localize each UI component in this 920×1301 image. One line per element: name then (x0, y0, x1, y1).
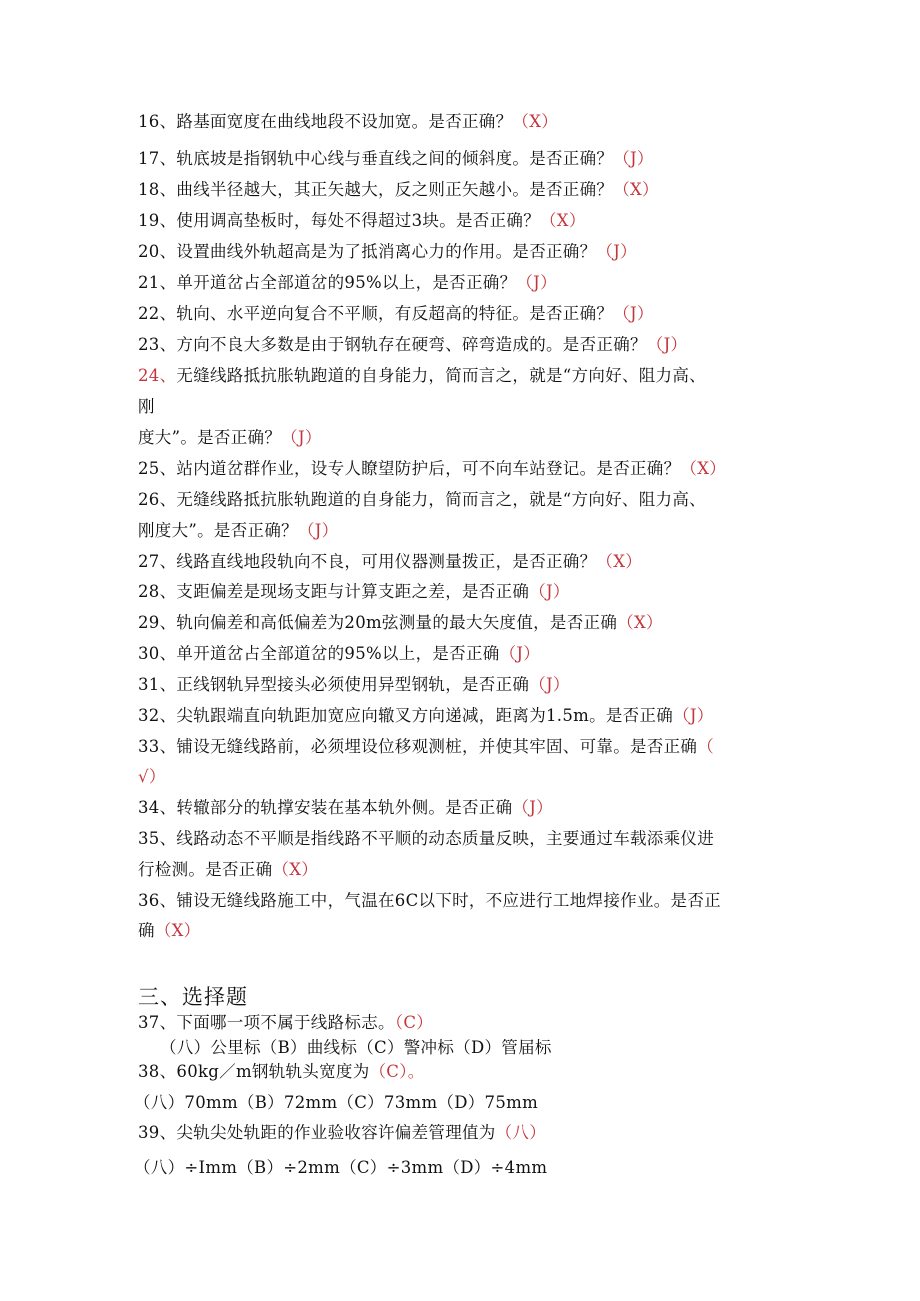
question-33-line2 (138, 766, 788, 788)
section-title-choice: 三、选择题 (138, 985, 248, 1009)
answer-31: （J） (529, 675, 570, 694)
question-39: 39、尖轨尖处轨距的作业验收容许偏差管理值为（八） (138, 1123, 547, 1142)
answer-21: （J） (516, 273, 557, 292)
options-38: （八）70mm（B）72mm（C）73mm（D）75mm (134, 1093, 539, 1112)
answer-26: （J） (297, 521, 339, 540)
question-24-line3: 度大”。是否正确？（J） (138, 428, 322, 447)
question-24: 24、无缝线路抵抗胀轨跑道的自身能力，简而言之，就是“方向好、阻力高、 (138, 366, 706, 385)
question-38: 38、60kg／m钢轨轨头宽度为（C）。 (138, 1062, 425, 1081)
answer-34: （J） (512, 798, 553, 817)
question-26: 26、无缝线路抵抗胀轨跑道的自身能力，简而言之，就是“方向好、阻力高、 (138, 490, 706, 509)
question-25: 25、站内道岔群作业，设专人瞭望防护后，可不向车站登记。是否正确？（X） (138, 459, 727, 478)
answer-19: （X） (540, 211, 586, 230)
answer-22: （J） (613, 304, 654, 323)
question-31: 31、正线钢轨异型接头必须使用异型钢轨，是否正确（J） (138, 675, 570, 694)
answer-32: （J） (673, 706, 714, 725)
question-36-line2: 确（X） (138, 921, 201, 940)
question-35: 35、线路动态不平顺是指线路不平顺的动态质量反映，主要通过车载添乘仪进 (138, 829, 714, 848)
question-30: 30、单开道岔占全部道岔的95%以上，是否正确（J） (138, 644, 541, 663)
options-37: （八）公里标（B）曲线标（C）警冲标（D）管届标 (160, 1038, 552, 1057)
question-16: 16、路基面宽度在曲线地段不设加宽。是否正确？（X） (138, 112, 559, 131)
answer-24: （J） (281, 428, 322, 447)
question-27: 27、线路直线地段轨向不良，可用仪器测量拨正，是否正确？（X） (138, 552, 643, 571)
answer-38: （C）。 (369, 1062, 425, 1081)
question-35-line2: 行检测。是否正确（X） (138, 860, 319, 879)
answer-37: （C） (394, 1013, 434, 1032)
question-21: 21、单开道岔占全部道岔的95%以上，是否正确？（J） (138, 273, 557, 292)
question-37: 37、下面哪一项不属于线路标志。（C） (138, 1013, 434, 1032)
question-18: 18、曲线半径越大，其正矢越大，反之则正矢越小。是否正确？（X） (138, 180, 659, 199)
options-39: （八）÷Imm（B）÷2mm（C）÷3mm（D）÷4mm (134, 1158, 548, 1177)
answer-27: （X） (596, 552, 643, 571)
question-20: 20、设置曲线外轨超高是为了抵消离心力的作用。是否正确？（J） (138, 242, 637, 261)
question-24-number: 24、 (138, 366, 177, 385)
answer-39: （八） (495, 1123, 547, 1142)
answer-28: （J） (529, 582, 570, 601)
question-17: 17、轨底坡是指钢轨中心线与垂直线之间的倾斜度。是否正确？（J） (138, 149, 654, 168)
answer-25: （X） (680, 459, 727, 478)
question-22: 22、轨向、水平逆向复合不平顺，有反超高的特征。是否正确？（J） (138, 304, 654, 323)
answer-17: （J） (613, 149, 654, 168)
answer-30: （J） (499, 644, 541, 663)
answer-33: √） (138, 767, 166, 786)
answer-29: （X） (617, 613, 663, 632)
question-36: 36、铺设无缝线路施工中，气温在6C以下时，不应进行工地焊接作业。是否正 (138, 891, 721, 910)
answer-20: （J） (596, 242, 637, 261)
question-26-line2: 刚度大”。是否正确？（J） (138, 521, 339, 540)
answer-18: （X） (613, 180, 659, 199)
question-33: 33、铺设无缝线路前，必须埋设位移观测桩，并使其牢固、可靠。是否正确（ (138, 737, 715, 756)
question-29: 29、轨向偏差和高低偏差为20m弦测量的最大矢度值，是否正确（X） (138, 613, 663, 632)
question-34: 34、转辙部分的轨撑安装在基本轨外侧。是否正确（J） (138, 798, 553, 817)
answer-36: （X） (154, 921, 201, 940)
question-28: 28、支距偏差是现场支距与计算支距之差，是否正确（J） (138, 582, 570, 601)
question-32: 32、尖轨跟端直向轨距加宽应向辙叉方向递减，距离为1.5m。是否正确（J） (138, 706, 714, 725)
question-23: 23、方向不良大多数是由于钢轨存在硬弯、碎弯造成的。是否正确？（J） (138, 335, 688, 354)
answer-23: （J） (646, 335, 688, 354)
question-19: 19、使用调高垫板时，每处不得超过3块。是否正确？（X） (138, 211, 586, 230)
question-24-line2: 刚 (138, 397, 155, 416)
answer-35: （X） (272, 860, 319, 879)
answer-16: （X） (512, 112, 559, 131)
